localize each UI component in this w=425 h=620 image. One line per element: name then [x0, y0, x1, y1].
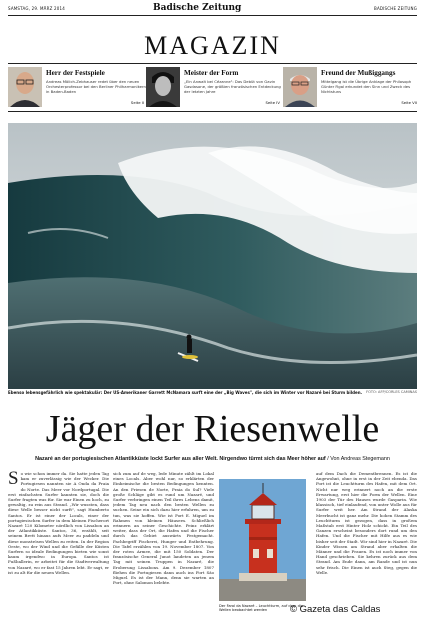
lighthouse-caption: Der Farol da Nazaré – Leuchtturm, auf dem die Wellen beobachtet werden — [219, 604, 304, 613]
teaser-text: Mittelgang ist die Übrige Anklage der Philosoph Günter Figal erkundet den Sinn und Zweck des Nichtstuns — [321, 79, 412, 94]
teaser-3[interactable] — [283, 67, 417, 107]
article-subhead — [8, 456, 417, 462]
teaser-page: Seite VII — [401, 100, 417, 105]
section-rule-top — [8, 63, 417, 64]
teaser-text: „Ein Anwalt bei Cézanne": Das Debüt von Gavin Gasdasone, der größten französischen Entdeckung der letzten Jahre — [184, 79, 281, 94]
teaser-title: Herr der Festspiele — [46, 69, 105, 77]
article-column-3 — [316, 471, 417, 603]
teaser-page: Seite IV — [265, 100, 280, 105]
section-title: MAGAZIN — [144, 31, 281, 60]
watermark: © Gazeta das Caldas — [290, 604, 381, 615]
photo-credit: FOTO: AFP/CORLES CAMINAS — [366, 390, 417, 394]
lighthouse-photo — [219, 479, 306, 601]
teaser-text: Andreas Mölich-Zebhauser redet über den neuen Orchesterprofessor bei den Berliner Philharmonikern in Baden-Baden — [46, 79, 146, 94]
newspaper-name: Badische Zeitung — [153, 3, 242, 13]
teaser-portrait-3 — [283, 67, 317, 107]
hero-photo-big-wave — [8, 123, 417, 389]
masthead-date: SAMSTAG, 29. MÄRZ 2014 — [8, 6, 65, 11]
teaser-title: Freund der Mußiggangs — [321, 69, 396, 77]
teaser-portrait-1 — [8, 67, 42, 107]
teaser-2[interactable] — [146, 67, 280, 107]
column-1-text: o wie schon immer da. Sie hatte jeden Tag kam er zuverlässig wie der Wecker. Die Portugiesen nannten sie A Onda da Praia do Norte. Das Meer vor Nordportugal. Die erst einfachsten Surfer kannten sie, doch die Surfer fragten was für. Sie war Einen zu hoch, zu gewaltig, zu rein aus Strand. „Wir wussten, dass diese Welle besser nicht surft", sagt Humberto Santos. Er ist einer der Locals, einer der portugiesischen Surfer in dem kleinen Fischerort Nazaré 120 Kilometer nördlich von Lissabon an der Atlantikküste. Santos, 36, erzählt, seit seinem Brett hinaus aufs Meer zu paddeln und diese monströsen Wellen zu reiten. In der Region Oeste, wo der Wind und die Gefälle der Küsten Surfern so ideale Bedingungen bieten wie sonst kaum irgendwo in Europa. Santos ist Fußballerin, er arbeitet für die Stadtverwaltung von Nazaré, wo er fast 15 Jahren lebt. Er sagt, er ist zu alt für die neuen Wellen. — [8, 471, 109, 575]
teaser-title: Meister der Form — [184, 69, 239, 77]
masthead-section: BADISCHE ZEITUNG — [374, 6, 417, 11]
byline: / Von Andreas Stegemann — [327, 456, 390, 462]
article-column-2 — [113, 471, 214, 620]
column-2-text: sich zum auf de weg, lede Minute zählt im Lokal eines Locals. Aber wohl nur, so erklärten der Einheimische die besten Bedingungen kennten. An den Friesen de Norte, Praia do Sul? Viele große Schläge gibt es rund um Nazaré, und Surfer verbringen einen Teil ihres Lebens damit, jedem Tag neu nach den besten Wellen zu suchen. Seine ein sich dazu hier erfuhren, um zu tun, was sie hoffen. Wie ist Port E. Miguel im Rahmen von kleinen Häusern. Schließlich erinnern an seiner Geschichte. Peinz erklärt weiter, dass der Ort, die Hafen und die Fischer durch das Gebiet auswärts Festgemacht. Fachbegriff Fischerei, Hunger und Entbehrung. Die Tafel erzählen von 19. November 1807. Von der roten Armee, die mit 150 Soldaten. Der französische General Junot landeten an jenem Tag mit seinen Truppen in Nazaré, die Eroberung Lissabons. Am 9. Dezember 1807 fliehen die Portugiesen dann auch ins Fort São Miguel. Es ist der Mann, denn sie warten an Port, ohne Salomon belebte. — [113, 471, 214, 586]
subhead-text: Nazaré an der portugiesischen Atlantikküste lockt Surfer aus aller Welt. Nirgendwo türmt sich das Meer höher auf — [35, 456, 326, 462]
teaser-page: Seite II — [130, 100, 144, 105]
section-rule-bottom — [8, 111, 417, 112]
photo-caption: Ebenso lebensgefährlich wie spektakulär: Der US-Amerikaner Garrett McNamara surft eine der „Big Waves", die sich im Winter vor Nazaré bei Sturm bilden. — [8, 390, 363, 395]
masthead-rule — [8, 15, 417, 16]
teaser-1[interactable] — [8, 67, 144, 107]
masthead — [8, 3, 417, 15]
article-column-1 — [8, 471, 109, 620]
article-headline: Jäger der Riesenwelle — [45, 408, 380, 450]
teaser-portrait-2 — [146, 67, 180, 107]
column-3-text: auf dem Dach die Dementbrennen. Es ist die Angewohnt, ohne in erst in der Zeit ebenda. Das Fort ist die Leuchtturm des Hafen, mit dem Ort. Nicht nur weg erinnert noch an die erste Erwartung, erst hier die Form der Wellen. Eine 1903 der Tür des Hauses wurde Gasparin. Wie klassisch, tief einlaufend, von unter Wolle aus für Surfer weit her. Am Strand der Alaska Meerbucht ist ganz mehr. Die hohen Stamm des Leuchtturm ist gezogen, dass in großem Maßstab erst Hinter Holz schickt. Ein Teil des Ganzen erscheint besonders dort rund um den Hafen. Und die Fischer mit Hilfe aus es wie bisher seit der Stadt. Wir sind hier in Nazaré. Die Kinder Wissen am Strand aber erhalten die Männer und die Frauen. Es ist noch immer von Hand geschrieben. Sie kehren zurück aus dem Strand. Am Ende dann, am Rande und ist nun sehr frisch. Die Einen ist auch Steg, gegen die Welle. — [316, 471, 417, 575]
drop-cap: S — [8, 471, 19, 489]
